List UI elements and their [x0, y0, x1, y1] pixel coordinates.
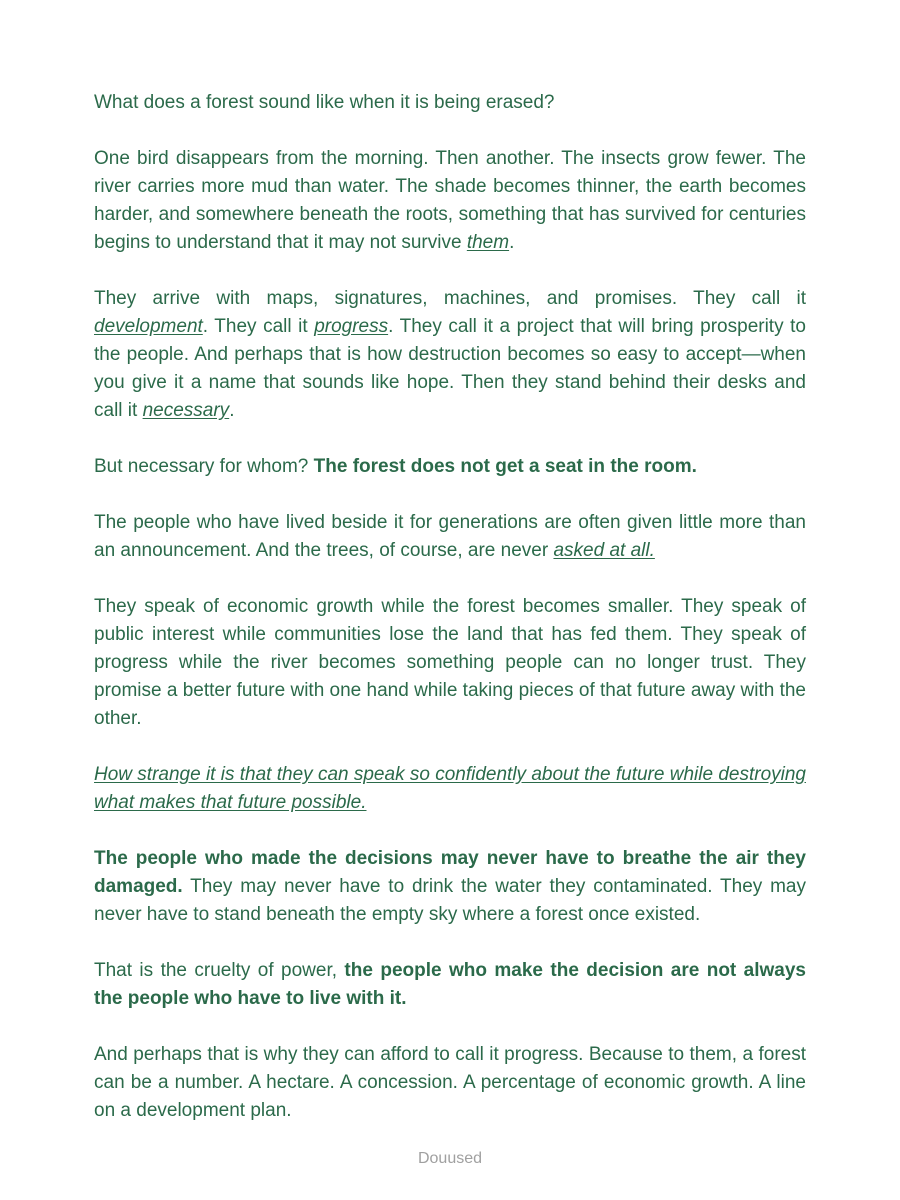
text-segment: They arrive with maps, signatures, machines, and promises. They call it	[94, 288, 806, 309]
paragraph	[94, 89, 806, 117]
article-body	[94, 89, 806, 1153]
text-segment: . They call it	[202, 316, 315, 337]
bold-text: The forest does not get a seat in the room.	[313, 456, 697, 477]
paragraph	[94, 957, 806, 1013]
text-segment: The people who have lived beside it for generations are often given little more than an announcement. And the trees, of course, are never	[94, 512, 806, 561]
text-segment: They may never have to drink the water they contaminated. They may never have to stand beneath the empty sky where a forest once existed.	[94, 876, 806, 925]
emphasized-text: them	[466, 232, 510, 253]
emphasized-text: development	[94, 316, 203, 337]
bold-text: the people who make the decision are not always the people who have to live with it.	[94, 960, 806, 1009]
text-segment: And perhaps that is why they can afford to call it progress. Because to them, a forest can be a number. A hectare. A concession. A percentage of economic growth. A line on a development plan.	[94, 1044, 806, 1121]
paragraph	[94, 1041, 806, 1125]
paragraph	[94, 593, 806, 733]
text-segment: That is the cruelty of power,	[94, 960, 345, 981]
text-segment: What does a forest sound like when it is being erased?	[94, 92, 555, 113]
emphasized-text: How strange it is that they can speak so confidently about the future while destroying what makes that future possible.	[94, 764, 806, 813]
bold-text: The people who made the decisions may never have to breathe the air they damaged.	[94, 848, 806, 897]
emphasized-text: necessary	[142, 400, 230, 421]
text-segment: But necessary for whom?	[94, 456, 314, 477]
paragraph	[94, 845, 806, 929]
text-segment: . They call it a project that will bring prosperity to the people. And perhaps that is how destruction becomes so easy to accept—when you give it a name that sounds like hope. Then they stand behind their desks and call it	[94, 316, 806, 421]
paragraph	[94, 145, 806, 257]
paragraph	[94, 509, 806, 565]
paragraph	[94, 761, 806, 817]
text-segment: One bird disappears from the morning. Then another. The insects grow fewer. The river carries more mud than water. The shade becomes thinner, the earth becomes harder, and somewhere beneath the roots, something that has survived for centuries begins to understand that it may not survive	[94, 148, 806, 253]
emphasized-text: asked at all.	[553, 540, 655, 561]
paragraph	[94, 453, 806, 481]
footer-signature: Douused	[417, 1150, 483, 1167]
text-segment: .	[229, 400, 235, 421]
text-segment: They speak of economic growth while the forest becomes smaller. They speak of public interest while communities lose the land that has fed them. They speak of progress while the river becomes something people can no longer trust. They promise a better future with one hand while taking pieces of that future away with the other.	[94, 596, 806, 729]
paragraph	[94, 285, 806, 425]
emphasized-text: progress	[314, 316, 389, 337]
text-segment: .	[509, 232, 515, 253]
